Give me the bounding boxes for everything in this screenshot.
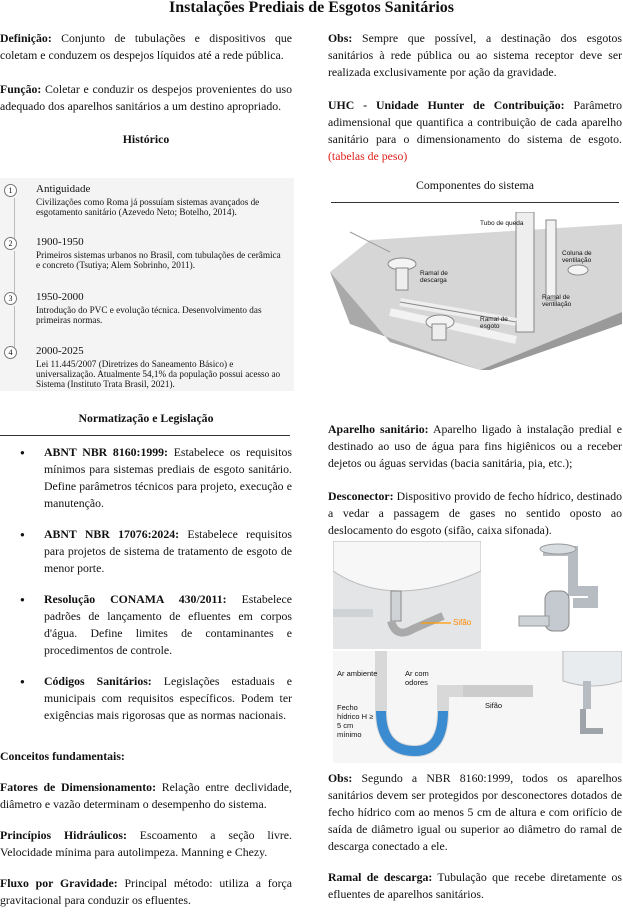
historico-timeline (0, 178, 294, 391)
principios-label: Princípios Hidráulicos: (0, 828, 127, 842)
timeline-description: Primeiros sistemas urbanos no Brasil, com tubulações de cerâmica e concreto (Tsutiya; Alem Sobrinho, 2011). (36, 250, 281, 270)
fecho-hidrico-diagram (333, 651, 622, 763)
obs2-label: Obs: (328, 771, 353, 785)
norm-label: Resolução CONAMA 430/2011: (44, 592, 227, 606)
timeline-date: 1900-1950 (36, 236, 84, 248)
componentes-title: Componentes do sistema (416, 178, 534, 192)
sink-siphon-illustration (333, 541, 481, 649)
aparelho-section (328, 421, 622, 539)
sifao-label: Sifão (485, 701, 503, 710)
fatores-paragraph (0, 779, 292, 813)
chrome-siphon-illustration (483, 541, 622, 649)
aparelho-paragraph (328, 421, 622, 472)
conceitos-section (0, 748, 292, 909)
timeline-date: 1950-2000 (36, 291, 84, 303)
ramal-esgoto-label: Ramal de esgoto (480, 316, 508, 330)
ramal-paragraph (328, 869, 622, 903)
building-cutaway-illustration (330, 212, 622, 370)
componentes-diagram (330, 212, 622, 370)
uhc-text: Parâmetro adimensional que quantifica a contribuição de cada aparelho sanitário para o dimensionamento do sistema de esgoto. (328, 98, 622, 146)
definicao-paragraph (0, 30, 292, 64)
ramal-text: Tubulação que recebe diretamente os efluentes de aparelhos sanitários. (328, 870, 622, 901)
timeline-number: 1 (4, 184, 17, 197)
norm-text: Estabelece requisitos para projetos de sistema de tratamento de esgoto de menor porte. (44, 527, 292, 575)
tabelas-peso-link[interactable]: (tabelas de peso) (328, 149, 408, 163)
section-divider (0, 435, 290, 436)
timeline-date: Antiguidade (36, 183, 91, 195)
norm-label: ABNT NBR 8160:1999: (44, 445, 168, 459)
normatizacao-title: Normatização e Legislação (78, 411, 214, 425)
obs2-paragraph (328, 770, 622, 855)
timeline-description: Civilizações como Roma já possuíam sistemas avançados de esgotamento sanitário (Azevedo Neto; Botelho, 2014). (36, 197, 260, 217)
fluxo-label: Fluxo por Gravidade: (0, 876, 118, 890)
desconector-paragraph (328, 488, 622, 539)
obs2-section (328, 770, 622, 903)
list-item (0, 673, 292, 724)
norm-text: Estabelece padrões de lançamento de efluentes em corpos d'água. Define limites de contaminantes e procedimentos de controle. (44, 592, 292, 657)
obs2-text: Segundo a NBR 8160:1999, todos os aparelhos sanitários devem ser protegidos por desconectores dotados de fecho hídrico com ao menos 5 cm de altura e com orifício de saída de diâmetro igual ou superior ao diâmetro do ramal de descarga conectado a ele. (328, 771, 622, 853)
principios-text: Escoamento a seção livre. Velocidade mínima para autolimpeza. Manning e Chezy. (0, 828, 292, 859)
norms-list (0, 444, 292, 724)
conceitos-title (0, 748, 292, 765)
principios-paragraph (0, 827, 292, 861)
page-title: Instalações Prediais de Esgotos Sanitários (168, 0, 455, 16)
fluxo-paragraph (0, 875, 292, 909)
section-divider (331, 202, 619, 203)
aparelho-text: Aparelho ligado à instalação predial e destinado ao uso de água para fins higiênicos ou a receber dejetos ou águas servidas (bacia sanitária, pia, etc.); (328, 422, 622, 470)
left-intro (0, 30, 292, 148)
ramal-label: Ramal de descarga: (328, 870, 433, 884)
obs1-label: Obs: (328, 31, 353, 45)
ramal-ventilacao-label: Ramal de ventilação (542, 294, 572, 308)
fatores-text: Relação entre declividade, diâmetro e vazão determinam o desempenho do sistema. (0, 780, 292, 811)
sifao-photo-installed (333, 541, 481, 649)
fluxo-text: Principal método: utiliza a força gravitacional para conduzir os efluentes. (0, 876, 292, 907)
timeline-number: 4 (4, 346, 17, 359)
uhc-paragraph (328, 97, 622, 165)
norm-text: Legislações estaduais e municipais com requisitos específicos. Podem ter exigências mais rigorosas que as normas nacionais. (44, 674, 292, 722)
timeline-description: Introdução do PVC e evolução técnica. Desenvolvimento das primeiras normas. (36, 305, 262, 325)
funcao-label: Função: (0, 82, 42, 96)
timeline-number: 3 (4, 292, 17, 305)
timeline-connector (14, 251, 15, 295)
timeline-connector (14, 306, 15, 350)
list-item (0, 591, 292, 659)
sifao-label: Sifão (453, 618, 472, 627)
funcao-text: Coletar e conduzir os despejos provenientes do uso adequado dos aparelhos sanitários a um destino apropriado. (0, 82, 293, 113)
fatores-label: Fatores de Dimensionamento: (0, 780, 156, 794)
right-intro (328, 30, 622, 203)
definicao-text: Conjunto de tubulações e dispositivos que coletam e conduzem os despejos líquidos até a rede pública. (0, 31, 293, 62)
obs1-paragraph (328, 30, 622, 81)
ar-odores-label: Ar com odores (405, 669, 429, 687)
ramal-descarga-label: Ramal de descarga (420, 270, 448, 284)
sifao-photo-chrome (483, 541, 622, 649)
norm-text: Estabelece os requisitos mínimos para sistemas prediais de esgoto sanitário. Define parâmetros técnicos para projeto, execução e manutenção. (44, 445, 292, 510)
list-item (0, 444, 292, 512)
timeline-date: 2000-2025 (36, 345, 84, 357)
obs1-text: Sempre que possível, a destinação dos esgotos sanitários à rede pública ou ao sistema receptor deve ser realizada exclusivamente por ação da gravidade. (328, 31, 622, 79)
desconector-label: Desconector: (328, 489, 394, 503)
timeline-connector (14, 198, 15, 242)
historico-title: Histórico (122, 132, 170, 146)
desconector-text: Dispositivo provido de fecho hídrico, destinado a vedar a passagem de gases no sentido oposto ao deslocamento do esgoto (sifão, caixa sifonada). (328, 489, 622, 537)
normatizacao-section (0, 410, 292, 738)
timeline-description: Lei 11.445/2007 (Diretrizes do Saneamento Básico) e universalização. Atualmente 54,1% da população possui acesso ao Sistema (Instituto Trata Brasil, 2021). (36, 359, 281, 389)
aparelho-label: Aparelho sanitário: (328, 422, 429, 436)
fecho-hidrico-label: Fecho hídrico H ≥ 5 cm mínimo (337, 703, 374, 739)
norm-label: ABNT NBR 17076:2024: (44, 527, 180, 541)
uhc-label: UHC - Unidade Hunter de Contribuição: (328, 98, 565, 112)
tubo-queda-label: Tubo de queda (480, 220, 524, 227)
ar-ambiente-label: Ar ambiente (337, 669, 378, 678)
conceitos-label: Conceitos fundamentais: (0, 749, 125, 763)
coluna-ventilacao-label: Coluna de ventilação (562, 250, 592, 264)
timeline-number: 2 (4, 237, 17, 250)
list-item (0, 526, 292, 577)
funcao-paragraph (0, 81, 292, 115)
norm-label: Códigos Sanitários: (44, 674, 152, 688)
definicao-label: Definição: (0, 31, 52, 45)
